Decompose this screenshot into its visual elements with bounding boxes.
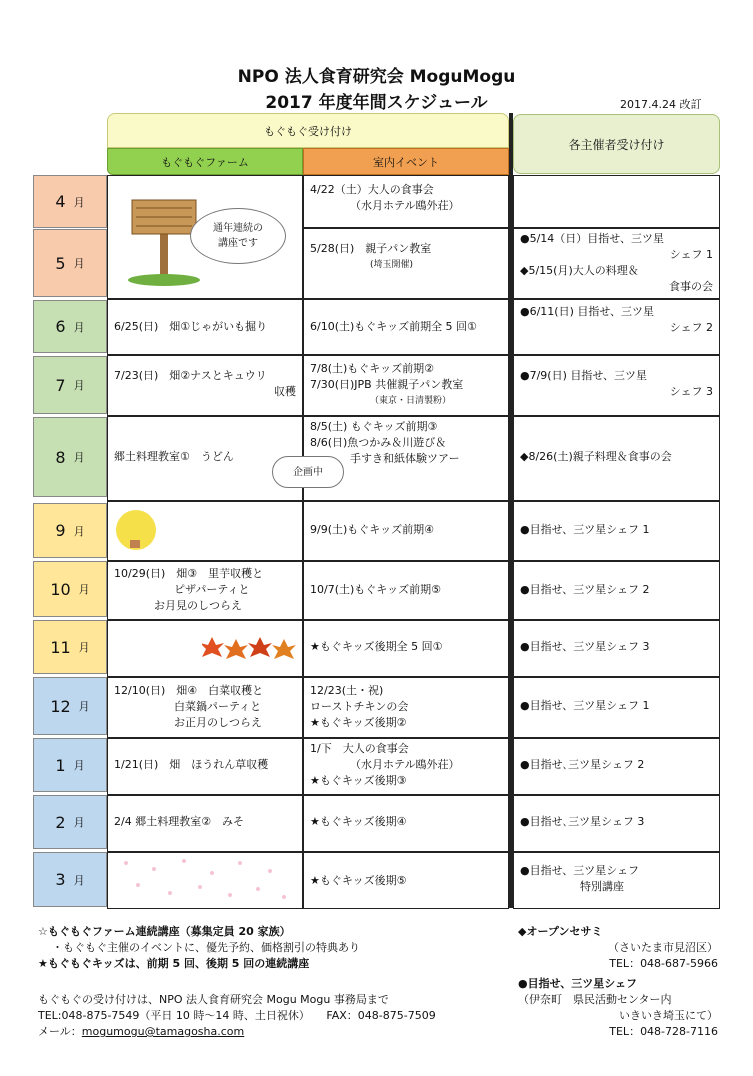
indoor-aug: 8/5(土) もぐキッズ前期③ 8/6(日)魚つかみ＆川遊び＆ 手すき和紙体験ツアー	[303, 416, 509, 501]
indoor-feb: ★もぐキッズ後期④	[303, 795, 509, 852]
moon-illustration	[114, 506, 164, 556]
footer-chef: ●目指せ、三ツ星シェフ （伊奈町 県民活動センター内 いきいき埼玉にて） TEL：048-728-7116	[518, 977, 718, 1038]
month-apr: 4 月	[33, 175, 107, 228]
org-sep: ●目指せ、三ツ星シェフ 1	[513, 501, 720, 561]
farm-sep	[107, 501, 303, 561]
indoor-nov: ★もぐキッズ後期全 5 回①	[303, 620, 509, 677]
indoor-jun: 6/10(土)もぐキッズ前期全 5 回①	[303, 299, 509, 355]
petals-illustration	[114, 855, 294, 905]
header-reception: もぐもぐ受け付け	[107, 113, 509, 148]
org-jun: ●6/11(日) 目指せ、三ツ星 シェフ 2	[513, 299, 720, 355]
farm-jul: 7/23(日) 畑②ナスとキュウリ 収穫	[107, 355, 303, 416]
sign-bubble: 通年連続の 講座です	[190, 208, 286, 264]
footer-notes: ☆もぐもぐファーム連続講座（募集定員 20 家族） ・もぐもぐ主催のイベントに、優先予約、価格割引の特典あり ★もぐもぐキッズは、前期 5 回、後期 5 回の連続講座	[38, 925, 360, 970]
farm-oct: 10/29(日) 畑③ 里芋収穫と ピザパーティと お月見のしつらえ	[107, 561, 303, 620]
month-oct: 10 月	[33, 561, 107, 617]
indoor-apr: 4/22（土）大人の食事会 （水月ホテル鴎外荘）	[303, 175, 509, 228]
month-sep: 9 月	[33, 503, 107, 558]
title-line2: 2017 年度年間スケジュール	[265, 93, 488, 113]
month-mar: 3 月	[33, 852, 107, 907]
indoor-dec: 12/23(土・祝) ローストチキンの会 ★もぐキッズ後期②	[303, 677, 509, 738]
farm-jan: 1/21(日) 畑 ほうれん草収穫	[107, 738, 303, 795]
footer-open-sesame: ◆オープンセサミ （さいたま市見沼区） TEL：048-687-5966	[518, 925, 718, 970]
indoor-sep: 9/9(土)もぐキッズ前期④	[303, 501, 509, 561]
maple-leaves-illustration	[202, 635, 302, 665]
farm-dec: 12/10(日) 畑④ 白菜収穫と 白菜鍋パーティと お正月のしつらえ	[107, 677, 303, 738]
month-may: 5 月	[33, 229, 107, 297]
month-nov: 11 月	[33, 620, 107, 674]
plan-bubble: 企画中	[272, 456, 344, 488]
farm-feb: 2/4 郷土料理教室② みそ	[107, 795, 303, 852]
header-farm: もぐもぐファーム	[107, 148, 303, 175]
title-line1: NPO 法人食育研究会 MoguMogu	[237, 67, 516, 87]
indoor-jan: 1/下 大人の食事会 （水月ホテル鴎外荘） ★もぐキッズ後期③	[303, 738, 509, 795]
org-aug: ◆8/26(土)親子料理＆食事の会	[513, 416, 720, 501]
month-jan: 1 月	[33, 738, 107, 792]
farm-mar	[107, 852, 303, 909]
month-dec: 12 月	[33, 677, 107, 735]
org-dec: ●目指せ、三ツ星シェフ 1	[513, 677, 720, 738]
farm-apr-may	[107, 175, 303, 299]
revision-date: 2017.4.24 改訂	[620, 98, 702, 111]
org-mar: ●目指せ、三ツ星シェフ 特別講座	[513, 852, 720, 909]
header-indoor: 室内イベント	[303, 148, 509, 175]
month-aug: 8 月	[33, 417, 107, 497]
header-organizer: 各主催者受け付け	[513, 114, 720, 174]
month-jul: 7 月	[33, 356, 107, 414]
farm-nov	[107, 620, 303, 677]
org-oct: ●目指せ、三ツ星シェフ 2	[513, 561, 720, 620]
indoor-may: 5/28(日) 親子パン教室 (埼玉開催)	[303, 228, 509, 299]
org-apr	[513, 175, 720, 228]
month-feb: 2 月	[33, 795, 107, 849]
month-jun: 6 月	[33, 300, 107, 353]
email-link[interactable]: mogumogu@tamagosha.com	[81, 1025, 245, 1038]
indoor-oct: 10/7(土)もぐキッズ前期⑤	[303, 561, 509, 620]
indoor-jul: 7/8(土)もぐキッズ前期② 7/30(日)JPB 共催親子パン教室 （東京・日清製粉）	[303, 355, 509, 416]
indoor-mar: ★もぐキッズ後期⑤	[303, 852, 509, 909]
org-may: ●5/14（日）目指せ、三ツ星 シェフ 1 ◆5/15(月)大人の料理＆ 食事の会	[513, 228, 720, 299]
org-jan: ●目指せ､三ツ星シェフ 2	[513, 738, 720, 795]
org-jul: ●7/9(日) 目指せ、三ツ星 シェフ 3	[513, 355, 720, 416]
footer-contact: もぐもぐの受け付けは、NPO 法人食育研究会 Mogu Mogu 事務局まで TEL:048-875-7549（平日 10 時～14 時、土日祝休） FAX：048-875-7509 メール：mogumogu@tamagosha.com	[38, 993, 436, 1038]
org-feb: ●目指せ､三ツ星シェフ 3	[513, 795, 720, 852]
org-nov: ●目指せ、三ツ星シェフ 3	[513, 620, 720, 677]
farm-aug: 郷土料理教室① うどん	[107, 416, 303, 501]
farm-jun: 6/25(日) 畑①じゃがいも掘り	[107, 299, 303, 355]
